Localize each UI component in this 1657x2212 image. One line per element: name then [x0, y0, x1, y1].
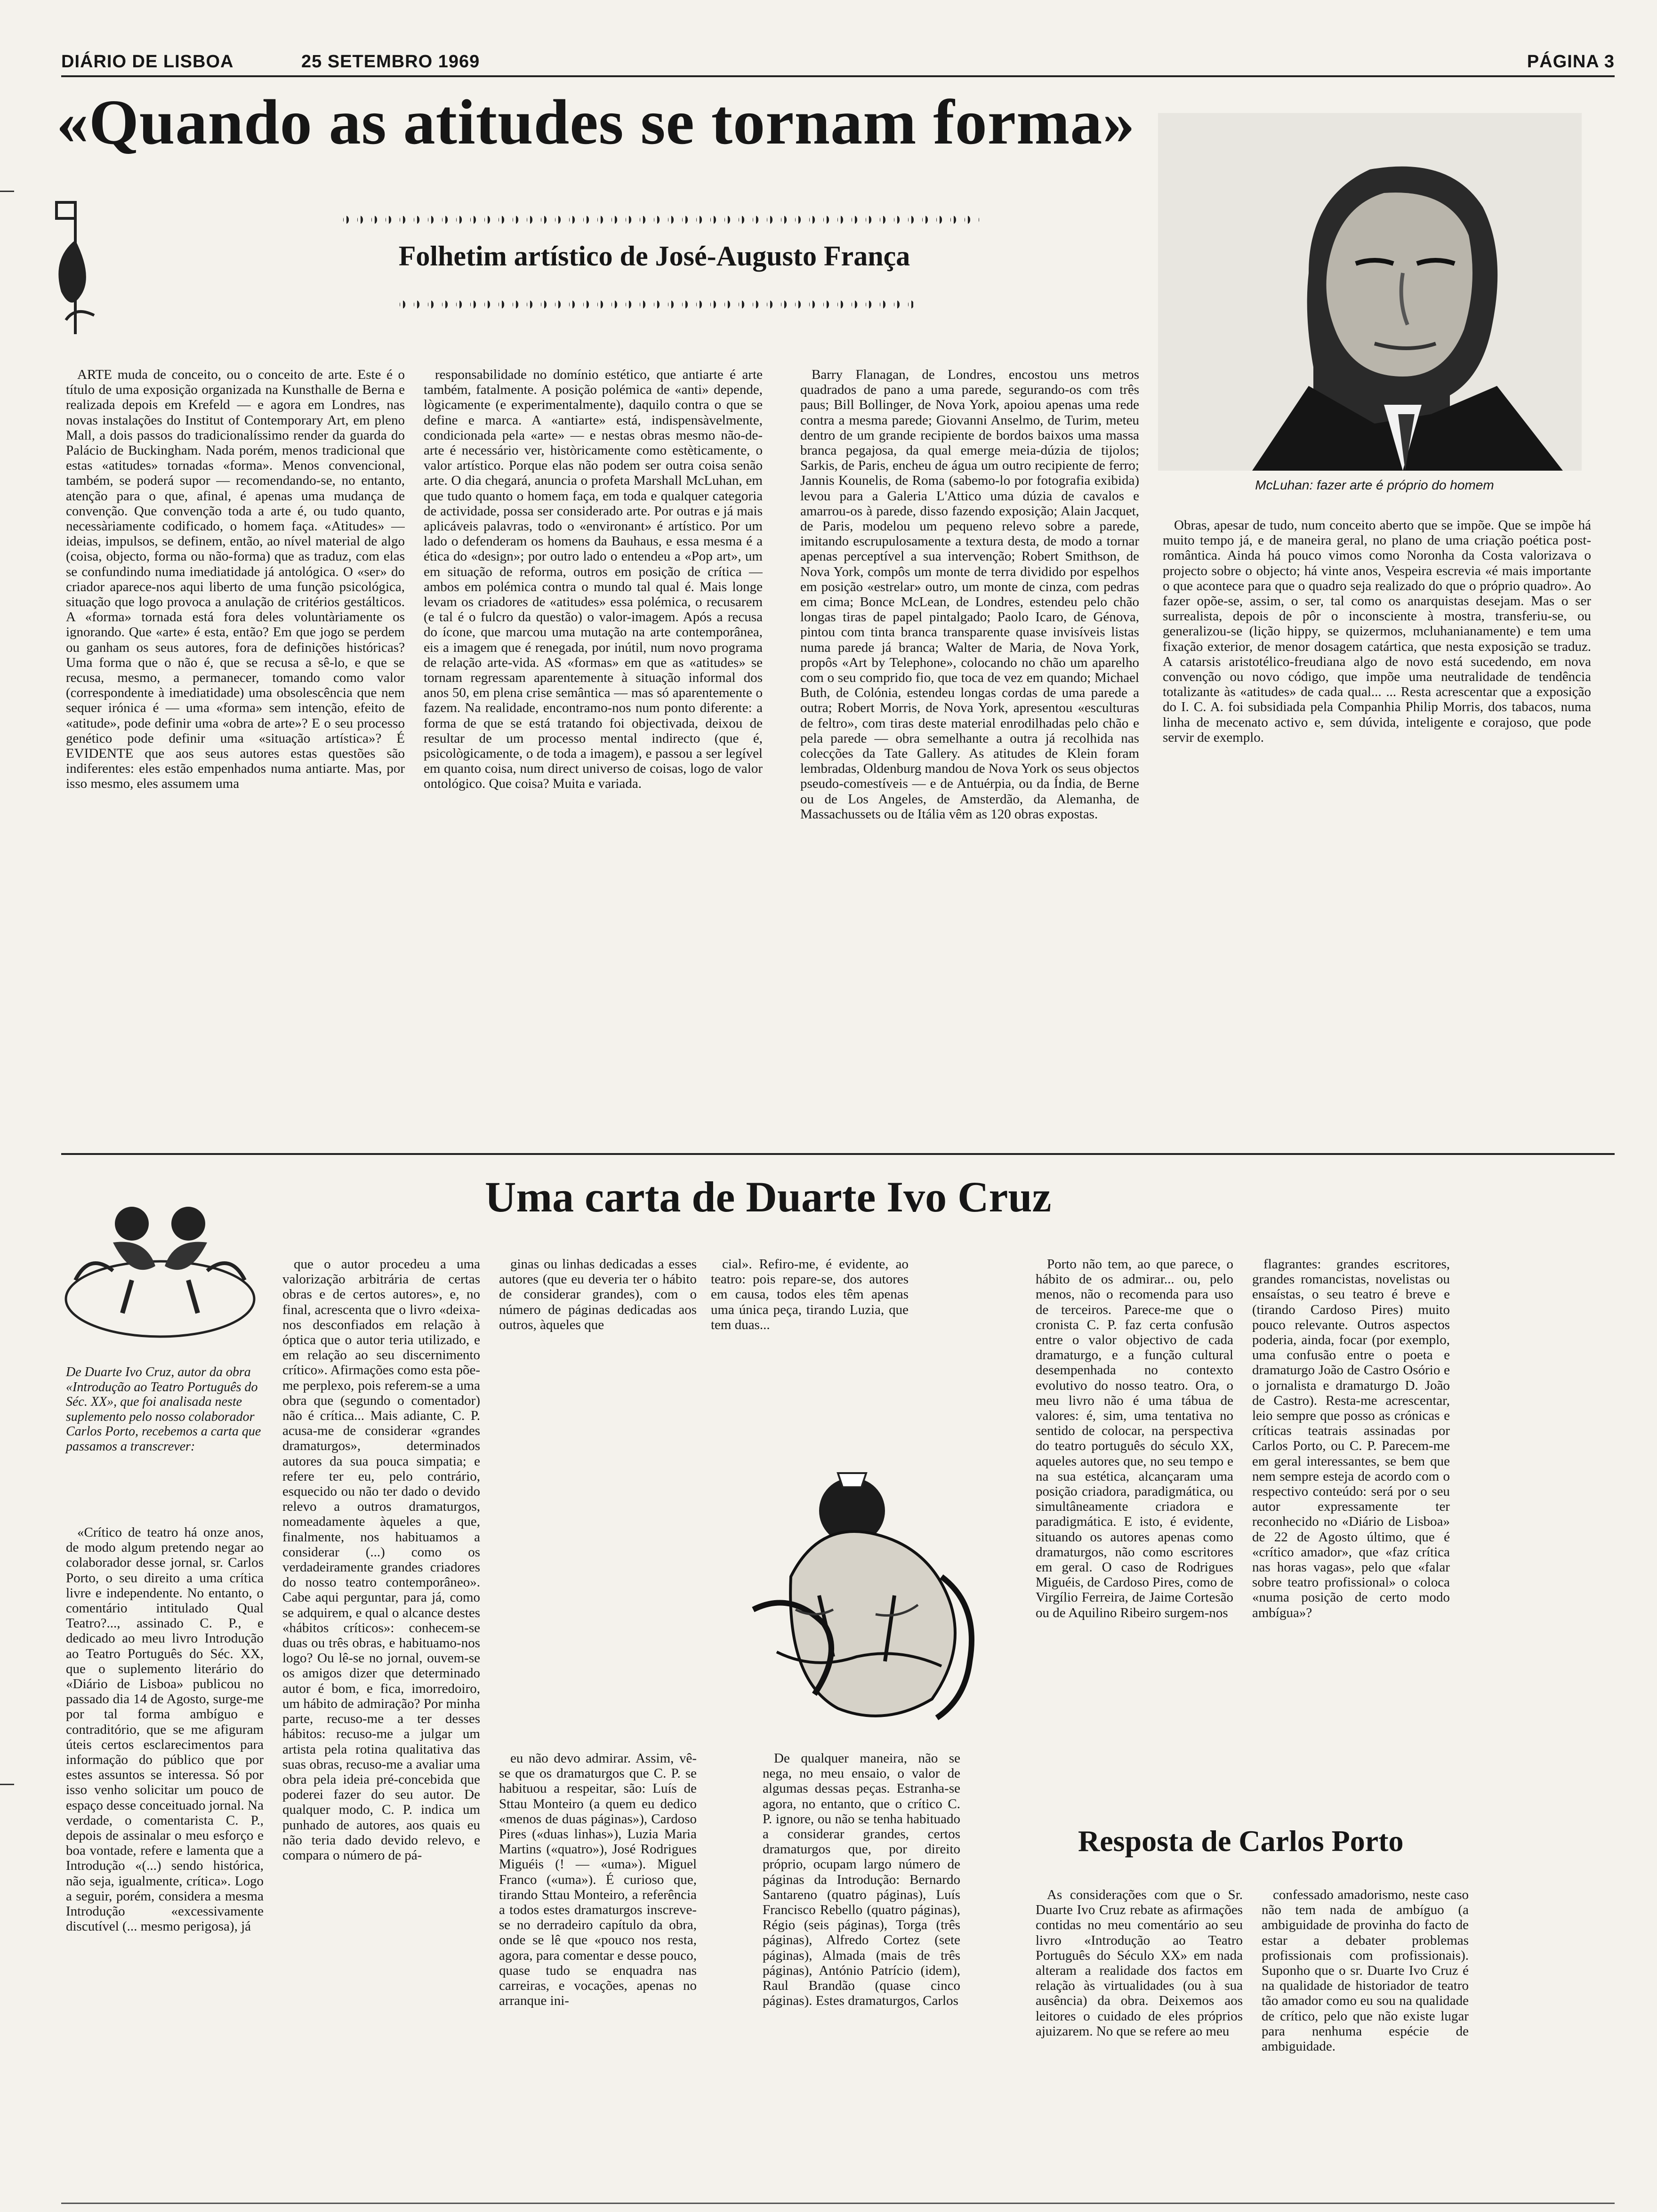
mcluhan-photo — [1158, 113, 1582, 471]
article1-col4-text: Obras, apesar de tudo, num conceito aberto que se impõe. Que se impõe há muito tempo já, e de maneira geral, no plano de uma criação poética post-romântica. Ainda há pouco vimos como Noronha da Costa valorizava o projecto sobre o objecto; há vinte anos, Vespeira escrevia «é mais importante o que acontece para que o quadro seja realizado do que o próprio quadro». Ao fazer opõe-se, assim, o ser, tal como os anarquistas desejam. Mas o ser surrealista, depois de pôr o inconsciente à mostra, transferiu-se, ou generalizou-se (lição hippy, se quizermos, mcluhanianamente) e tem uma fixação exterior, de menor dosagem catártica, que nesta exposição se traduz. A catarsis aristotélico-freudiana algo de novo está sucedendo, em nova convenção ou novo código, que impõe uma neutralidade de tendência totalizante às «atitudes» de cada qual... ... Resta acrescentar que a exposição do I. C. A. foi subsidiada pela Companhia Philip Morris, dos tabacos, numa linha de mecenato activo e, sem dúvida, inteligente e corajoso, que pode servir de exemplo. — [1163, 518, 1591, 745]
section-divider — [61, 1153, 1615, 1155]
page-number: PÁGINA 3 — [1527, 52, 1615, 72]
letter-col4a-text: cial». Refiro-me, é evidente, ao teatro: pois repare-se, dos autores em causa, todos eles têm apenas uma única peça, tirando Luzia, que tem duas... — [711, 1257, 909, 1332]
masthead — [61, 52, 1615, 75]
letter-col4b-text: De qualquer maneira, não se nega, no meu ensaio, o valor de algumas dessas peças. Estranha-se agora, no entanto, que o crítico C. P. ignore, ou não se tenha habituado a considerar grandes, certos dramaturgos que, por direito próprio, ocupam largo número de páginas da Introdução: Bernardo Santareno (quatro páginas), Luís Francisco Rebello (quatro páginas), Régio (seis páginas), Torga (três páginas), Alfredo Cortez (sete páginas), Almada (mais de três páginas), António Patrício (idem), Raul Brandão (quase cinco páginas). Estes dramaturgos, Carlos — [763, 1751, 960, 2009]
header-rule — [61, 75, 1615, 77]
bottom-rule — [61, 2203, 1615, 2204]
article1-col2-text: responsabilidade no domínio estético, que antiarte é arte também, fatalmente. A posição polémica de «anti» depende, lògicamente (e experimentalmente), daquilo contra o que se define e marca. A «antiarte» está, indispensàvelmente, condicionada pela «arte» — e nestas obras mesmo não-de-arte é necessário ver, històricamente como estèticamente, o valor artístico. Porque elas não podem ser outra coisa senão arte. O dia chegará, anuncia o profeta Marshall McLuhan, em que tudo quanto o homem faça, em toda e qualquer categoria de actividade, possa ser considerado arte. Por outras e já mais aplicáveis palavras, todo o «environant» é artístico. Por um lado o defenderam os homens da Bauhaus, e essa mesma é a ética do «design»; por outro lado o entendeu a «Pop art», um em situação de reforma, outros em posição de crítica — ambos em polémica contra o mundo tal qual é. Mais longe levam os criadores de «atitudes» essa polémica, o recusarem (e tal é o fulcro da questão) o valor-imagem. Após a recusa do ícone, que marcou uma mutação na arte contemporânea, eis a imagem que é renegada, por inútil, num novo programa de relação arte-vida. AS «formas» em que as «atitudes» se tornam regressam aparentemente à situação informal dos anos 50, em plena crise semântica — mas só aparentemente o fazem. Na realidade, encontramo-nos num ponto diferente: a forma de que se está tratando foi objectivada, deixou de resultar de um processo mental indirecto (que é, psicològicamente, o de toda a imagem), e passou a ser legível em quanto coisa, num direct universo de coisas, logo de valor ontológico. Que coisa? Muita e variada. — [424, 367, 763, 792]
letter-col5a-text: Porto não tem, ao que parece, o hábito de os admirar... ou, pelo menos, não o recomenda para uso de terceiros. Parece-me que o cronista C. P. faz certa confusão entre o valor objectivo de cada dramaturgo, e a função cultural desempenhada no contexto evolutivo do nosso teatro. Ora, o meu livro não é uma tábua de valores: é, sim, uma tentativa no sentido de colocar, na perspectiva do teatro português do século XX, aqueles autores que, no seu tempo e na sua estética, alcançaram uma posição criadora, paradigmática, ou simultâneamente criadora e paradigmática. E isto, é evidente, situando os autores apenas como dramaturgos, não como escritores em geral. O caso de Rodrigues Miguéis, de Cardoso Pires, como de Virgílio Ferreira, de Jaime Cortesão ou de Aquilino Ribeiro surgem-nos — [1036, 1257, 1233, 1620]
article1-col1-text: ARTE muda de conceito, ou o conceito de arte. Este é o título de uma exposição organizada na Kunsthalle de Berna e realizada depois em Krefeld — e agora em Londres, nas novas instalações do Institut of Contemporary Art, em pleno Mall, a dois passos do tradicionalíssimo render da guarda do Palácio de Buckingham. Nada porém, menos tradicional que estas «atitudes» tornadas «forma». Menos convencional, também, se poderá supor — recomendando-se, no entanto, atenção para o que, afinal, é apenas uma mudança de convenção. Que convenção toda a arte é, ou tudo quanto, necessàriamente codificado, o homem faça. «Atitudes» — ideias, impulsos, se definem, então, ao nível material de algo (coisa, objecto, forma ou não-forma) que as traduz, com elas se confundindo numa imediatidade já antológica. O «ser» do criador aparece-nos aqui liberto de uma função psicológica, situação que logo provoca a anulação de critérios gestálticos. A «forma» tornada está fora deles voluntàriamente os ignorando. Que «arte» é esta, então? Em que jogo se perdem ou ganham os seus autores, fora de definições históricas? Uma forma que o não é, que se recusa a sê-lo, e que se recusa, mesmo, a permanecer, tomando como valor (correspondente à imediatidade) uma obsolescência que nem sequer irónica é — uma «forma» sem intenção, efeito de «atitude», pode definir uma «obra de arte»? E o seu processo genético pode definir uma «situação artística»? É EVIDENTE que aos seus autores estas questões são indiferentes: eles estão empenhados numa antiarte. Mas, por isso mesmo, eles assumem uma — [66, 367, 405, 792]
letter-col6a-text: flagrantes: grandes escritores, grandes romancistas, novelistas ou ensaístas, o seu teatro é breve e (tirando Cardoso Pires) muito pouco relevante. Outros aspectos poderia, ainda, focar (por exemplo, uma confusão entre o poeta e dramaturgo João de Castro Osório e o jornalista e dramaturgo D. João de Castro). Resta-me acrescentar, leio sempre que posso as crónicas e críticas teatrais assinadas por Carlos Porto, ou C. P. Parecem-me em geral interessantes, se bem que nem sempre esteja de acordo com o respectivo conteúdo: será por o seu autor expressamente ter reconhecido no «Diário de Lisboa» de 22 de Agosto último, que é «crítico amador», que «faz crítica nas horas vagas», pelo que «falar sobre teatro profissional» o coloca «numa posição de certo modo ambígua»? — [1252, 1257, 1450, 1620]
photo-caption: McLuhan: fazer arte é próprio do homem — [1255, 478, 1494, 492]
article1-column-1 — [66, 367, 405, 1144]
cherubs-illustration-icon — [61, 1186, 259, 1346]
article-kicker: Folhetim artístico de José-Augusto França — [398, 240, 910, 272]
article1-col3-text: Barry Flanagan, de Londres, encostou uns metros quadrados de pano a uma parede, segurando-os com três paus; Bill Bollinger, de Nova York, apoiou apenas uma rede contra a mesma parede; Giovanni Anselmo, de Turim, meteu dentro de um grande recipiente de bordos baixos uma massa branca pegajosa, da qual emerge meia-dúzia de tijolos; Sarkis, de Paris, encheu de água um outro recipiente de ferro; Jannis Kounelis, de Roma (sabemo-lo por fotografia exibida) levou para a Galeria L'Attico uma dúzia de cavalos e amarrou-os à parede, disso fazendo exposição; Alain Jacquet, de Paris, modelou um pequeno relevo sobre a parede, imitando escrupulosamente a textura desta, de modo a tornar apenas perceptível a sua intervenção; Robert Smithson, de Nova York, compôs um monte de terra dividido por espelhos em posição «estrelar» outro, um monte de cinza, com pedras em cima; Bonce McLean, de Londres, estendeu pelo chão longas tiras de papel pintalgado; Paolo Icaro, de Génova, pintou com tinta branca transparente quase invisíveis listas numa parede já branca; Walter de Maria, de Nova York, propôs «Art by Telephone», colocando no chão um aparelho com o seu comprido fio, que toca de vez em quando; Michael Buth, de Colónia, estendeu longas cordas de uma parede a outra; Robert Morris, de Nova York, apresentou «esculturas de feltro», com tiras deste material enrodilhadas pelo chão e pela parede — obra semelhante a outra já recolhida nas colecções da Tate Gallery. As atitudes de Klein foram lembradas, Oldenburg mandou de Nova York os seus objectos pseudo-comestíveis — e de Antuérpia, ou da Índia, de Berne ou de Los Angeles, de Amsterdão, da Alemanha, de Massachussets ou de Itália vêm as 120 obras expostas. — [800, 367, 1139, 822]
ornament-top — [339, 212, 979, 228]
letter-col3a-text: ginas ou linhas dedicadas a esses autores (que eu deveria ter o hábito de considerar grandes), com o número de páginas dedicadas aos outros, àqueles que — [499, 1257, 697, 1332]
letter-column-3-top — [499, 1257, 697, 1365]
letter-column-3-bottom — [499, 1751, 697, 2193]
letter-column-5 — [1036, 1257, 1233, 1779]
letter-column-2 — [282, 1257, 480, 2193]
letter-column-4-top — [711, 1257, 909, 1365]
issue-date: 25 SETEMBRO 1969 — [301, 52, 480, 72]
letter-col1-text: «Crítico de teatro há onze anos, de modo algum pretendo negar ao colaborador desse jornal, sr. Carlos Porto, o seu direito a uma crítica livre e independente. No entanto, o comentário intitulado Qual Teatro?..., assinado C. P., e dedicado ao meu livro Introdução ao Teatro Português do Séc. XX, que o suplemento literário do «Diário de Lisboa» publicou no passado dia 14 de Agosto, surge-me por tal forma ambíguo e contraditório, que se me afiguram úteis certos esclarecimentos para informação do público que por estes assuntos se interessa. Só por isso venho solicitar um pouco de espaço desse conceituado jornal. Na verdade, o comentarista C. P., depois de assinalar o meu esforço e boa vontade, refere e lamenta que a Introdução «(...) sendo histórica, não seja, igualmente, crítica». Logo a seguir, porém, considera a mesma Introdução «excessivamente discutível (... mesmo perigosa), já — [66, 1525, 264, 1934]
letter-col2-text: que o autor procedeu a uma valorização arbitrária de certas obras e de certos autores», e, no final, acrescenta que o livro «deixa-nos desconfiados em relação à óptica que o autor teria utilizado, e em relação ao seu discernimento crítico». Afirmações como esta põe-me perplexo, pois referem-se a uma obra que (segundo o comentador) não é crítica... Mais adiante, C. P. acusa-me de considerar «grandes dramaturgos», determinados autores da sua pouca simpatia; e refere ter eu, pelo contrário, esquecido ou não ter dado o devido relevo a outros dramaturgos, nomeadamente àqueles a que, finalmente, nos habituamos a considerar (...) como os verdadeiramente grandes criadores do nosso teatro contemporâneo». Cabe aqui perguntar, para já, como se adquirem, e qual o alcance destes «hábitos críticos»: conhecem-se duas ou três obras, e habituamo-nos logo? Ou lê-se no jornal, ouvem-se os amigos dizer que determinado autor é bom, e fica, imorredoiro, um hábito de admiração? Por minha parte, recuso-me a ter desses hábitos: recuso-me a julgar um artista pela rotina qualitativa das suas obras, recuso-me a avaliar uma obra pela ideia pré-concebida que poderei fazer do seu autor. De qualquer modo, C. P. indica um punhado de autores, aos quais eu não teria dado devido relevo, e compara o número de pá- — [282, 1257, 480, 1863]
article1-column-4 — [1163, 518, 1591, 1144]
reply-col1-text: As considerações com que o Sr. Duarte Ivo Cruz rebate as afirmações contidas no meu comentário ao seu livro «Introdução ao Teatro Português do Século XX» em nada alteram a realidade dos factos em relação às virtualidades (ou à sua ausência) da obra. Deixemos aos leitores o cuidado de eles próprios ajuizarem. No que se refere ao meu — [1036, 1887, 1243, 2039]
reply-col2-text: confessado amadorismo, neste caso não tem nada de ambíguo (a ambiguidade de provinha do facto de estar a debater problemas profissionais com profissionais). Suponho que o sr. Duarte Ivo Cruz é na qualidade de historiador de teatro tão amador como eu sou na qualidade de crítico, pelo que não existe lugar para nenhuma espécie de ambiguidade. — [1262, 1887, 1469, 2054]
margin-mark-2 — [0, 1784, 14, 1785]
margin-mark — [0, 191, 14, 192]
letter-title: Uma carta de Duarte Ivo Cruz — [485, 1173, 1052, 1221]
letter-column-1 — [66, 1525, 264, 2193]
reply-title: Resposta de Carlos Porto — [1078, 1824, 1404, 1858]
letter-column-4-bottom — [763, 1751, 960, 2193]
article1-column-2 — [424, 367, 763, 1144]
letter-intro: De Duarte Ivo Cruz, autor da obra «Introdução ao Teatro Português do Séc. XX», que foi analisada neste suplemento pelo nosso colaborador Carlos Porto, recebemos a carta que passamos a transcrever: — [66, 1365, 261, 1454]
reply-column-2 — [1262, 1887, 1469, 2193]
article-headline: «Quando as atitudes se tornam forma» — [56, 87, 1135, 158]
newspaper-name: DIÁRIO DE LISBOA — [61, 52, 234, 72]
letter-col3b-text: eu não devo admirar. Assim, vê-se que os dramaturgos que C. P. se habituou a respeitar, são: Luís de Sttau Monteiro (a quem eu dedico «menos de duas páginas»), Cardoso Pires («duas linhas»), Luzia Maria Martins («quatro»), José Rodrigues Miguéis (! — «uma»). Miguel Franco («uma»). É curioso que, tirando Sttau Monteiro, a referência a todos estes dramaturgos inscreve-se no derradeiro capítulo da obra, onde se lê que «pouco nos resta, agora, para comentar e desse pouco, quase tudo se enquadra nas carreiras, e vocações, apenas no arranque ini- — [499, 1751, 697, 2009]
reply-column-1 — [1036, 1887, 1243, 2193]
article1-column-3 — [800, 367, 1139, 1144]
ornament-bottom — [395, 297, 913, 313]
wrestlers-illustration-icon — [697, 1454, 1045, 1737]
folhetim-logo-icon — [38, 198, 113, 339]
letter-column-6 — [1252, 1257, 1450, 1779]
